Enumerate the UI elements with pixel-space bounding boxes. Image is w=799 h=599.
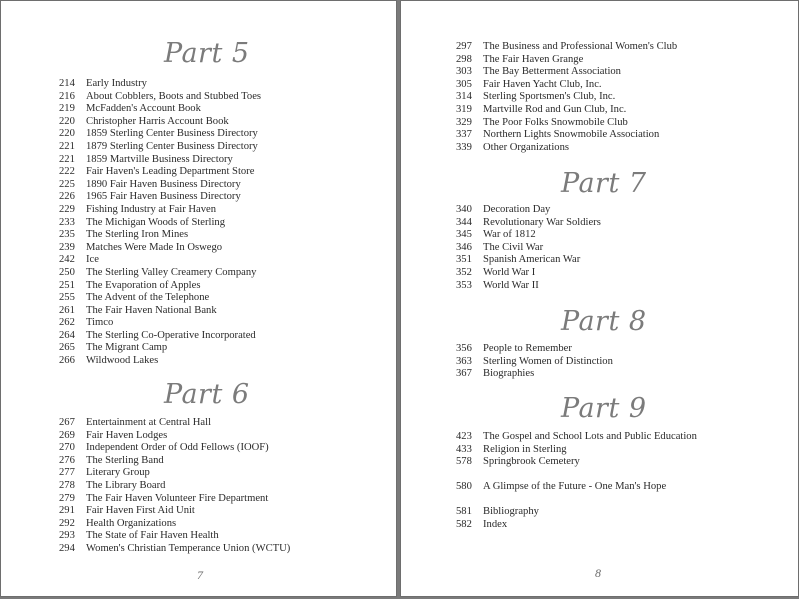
left-page [0, 0, 397, 597]
toc-entry [59, 141, 261, 154]
part-6-continued-list [456, 41, 677, 154]
toc-page-number: 297 [456, 41, 472, 52]
toc-entry [59, 242, 261, 255]
toc-chapter-title: Decoration Day [483, 204, 551, 215]
toc-entry [59, 179, 261, 192]
toc-entry [456, 519, 539, 532]
toc-entry [456, 229, 601, 242]
toc-entry [59, 430, 290, 443]
part-5-list [59, 78, 261, 368]
toc-chapter-title: Biographies [483, 368, 535, 380]
toc-entry [456, 267, 601, 280]
toc-chapter-title: The Sterling Iron Mines [86, 229, 189, 241]
toc-chapter-title: The State of Fair Haven Health [86, 530, 219, 542]
toc-page-number: 267 [59, 417, 75, 428]
toc-chapter-title: McFadden's Account Book [86, 103, 201, 115]
toc-entry [456, 54, 677, 67]
toc-chapter-title: Martville Rod and Gun Club, Inc. [483, 103, 627, 115]
toc-page-number: 298 [456, 53, 472, 65]
toc-entry [456, 254, 601, 267]
toc-entry [59, 78, 261, 91]
toc-chapter-title: Health Organizations [86, 517, 177, 529]
toc-entry [59, 217, 261, 230]
toc-chapter-title: A Glimpse of the Future - One Man's Hope [483, 481, 667, 492]
toc-entry [59, 280, 261, 293]
toc-entry [59, 204, 261, 217]
toc-chapter-title: Index [483, 518, 508, 530]
toc-chapter-title: The Michigan Woods of Sterling [86, 216, 226, 228]
toc-chapter-title: Matches Were Made In Oswego [86, 241, 223, 253]
toc-entry [456, 431, 697, 444]
toc-entry [59, 455, 290, 468]
toc-entry [59, 518, 290, 531]
toc-chapter-title: The Sterling Valley Creamery Company [86, 266, 257, 278]
toc-chapter-title: People to Remember [483, 343, 572, 354]
toc-page-number: 220 [59, 115, 75, 127]
toc-chapter-title: The Fair Haven National Bank [86, 304, 217, 316]
toc-chapter-title: The Migrant Camp [86, 342, 168, 354]
toc-entry [456, 91, 677, 104]
toc-page-number: 250 [59, 266, 75, 278]
toc-chapter-title: 1859 Martville Business Directory [86, 153, 233, 165]
toc-chapter-title: World War I [483, 266, 536, 278]
toc-chapter-title: Sterling Sportsmen's Club, Inc. [483, 91, 616, 103]
toc-entry [59, 305, 261, 318]
toc-page-number: 339 [456, 141, 472, 153]
toc-chapter-title: Early Industry [86, 78, 147, 89]
toc-page-number: 303 [456, 66, 472, 78]
toc-page-number: 242 [59, 254, 75, 266]
toc-page-number: 229 [59, 203, 75, 215]
toc-page-number: 340 [456, 204, 472, 215]
part-7-list [456, 204, 601, 292]
toc-chapter-title: Bibliography [483, 506, 539, 517]
toc-page-number: 251 [59, 279, 75, 291]
toc-entry [59, 467, 290, 480]
toc-chapter-title: The Poor Folks Snowmobile Club [483, 116, 628, 128]
toc-chapter-title: Sterling Women of Distinction [483, 355, 613, 367]
toc-entry [456, 280, 601, 293]
toc-entry [59, 530, 290, 543]
toc-page-number: 269 [59, 429, 75, 441]
toc-page-number: 265 [59, 342, 75, 354]
toc-entry [456, 343, 613, 356]
toc-page-number: 221 [59, 140, 75, 152]
toc-chapter-title: Religion in Sterling [483, 443, 567, 455]
toc-page-number: 353 [456, 279, 472, 291]
toc-entry [456, 66, 677, 79]
toc-entry [59, 191, 261, 204]
toc-entry [456, 117, 677, 130]
toc-page-number: 255 [59, 292, 75, 304]
toc-page-number: 292 [59, 517, 75, 529]
toc-page-number: 226 [59, 191, 75, 203]
toc-page-number: 277 [59, 467, 75, 479]
toc-entry [456, 356, 613, 369]
toc-chapter-title: War of 1812 [483, 229, 536, 241]
toc-chapter-title: The Evaporation of Apples [86, 279, 201, 291]
toc-chapter-title: World War II [483, 279, 539, 291]
toc-page-number: 344 [456, 216, 472, 228]
toc-entry [59, 254, 261, 267]
toc-chapter-title: The Civil War [483, 241, 544, 253]
toc-chapter-title: The Bay Betterment Association [483, 66, 621, 78]
toc-chapter-title: The Sterling Band [86, 454, 164, 466]
toc-entry [456, 41, 677, 54]
toc-chapter-title: Spanish American War [483, 254, 581, 266]
part-6-heading: Part 6 [164, 379, 250, 410]
toc-entry [59, 116, 261, 129]
toc-chapter-title: Fair Haven Lodges [86, 429, 168, 441]
toc-chapter-title: Fair Haven's Leading Department Store [86, 166, 255, 178]
toc-entry [59, 128, 261, 141]
toc-page-number: 235 [59, 229, 75, 241]
toc-chapter-title: 1965 Fair Haven Business Directory [86, 191, 241, 203]
toc-chapter-title: 1890 Fair Haven Business Directory [86, 178, 241, 190]
toc-chapter-title: The Fair Haven Volunteer Fire Department [86, 492, 269, 504]
toc-page-number: 581 [456, 506, 472, 517]
toc-chapter-title: The Advent of the Telephone [86, 292, 210, 304]
toc-chapter-title: The Sterling Co-Operative Incorporated [86, 329, 256, 341]
toc-entry [59, 355, 261, 368]
toc-chapter-title: The Library Board [86, 479, 166, 491]
toc-entry [456, 368, 613, 381]
toc-chapter-title: Other Organizations [483, 141, 570, 153]
toc-page-number: 221 [59, 153, 75, 165]
toc-chapter-title: Literary Group [86, 467, 150, 479]
toc-page-number: 233 [59, 216, 75, 228]
toc-chapter-title: Independent Order of Odd Fellows (IOOF) [86, 442, 269, 454]
toc-entry [456, 242, 601, 255]
toc-page-number: 262 [59, 317, 75, 329]
toc-chapter-title: The Fair Haven Grange [483, 53, 584, 65]
right-page [400, 0, 799, 597]
toc-page-number: 294 [59, 542, 75, 554]
toc-page-number: 264 [59, 329, 75, 341]
part-9-list-a [456, 431, 697, 469]
toc-entry [59, 342, 261, 355]
toc-page-number: 278 [59, 479, 75, 491]
toc-chapter-title: Wildwood Lakes [86, 355, 159, 367]
toc-entry [59, 91, 261, 104]
page-number-right: 8 [595, 566, 601, 580]
toc-entry [59, 543, 290, 556]
toc-entry [59, 480, 290, 493]
toc-chapter-title: 1879 Sterling Center Business Directory [86, 140, 258, 152]
toc-page-number: 352 [456, 266, 472, 278]
toc-page-number: 578 [456, 456, 472, 468]
part-7-heading: Part 7 [561, 168, 647, 199]
toc-chapter-title: Fair Haven Yacht Club, Inc. [483, 78, 602, 90]
toc-page-number: 329 [456, 116, 472, 128]
toc-page-number: 225 [59, 178, 75, 190]
toc-chapter-title: Fishing Industry at Fair Haven [86, 203, 217, 215]
toc-page-number: 346 [456, 241, 472, 253]
page-number-left: 7 [197, 568, 203, 582]
toc-chapter-title: Timco [86, 317, 114, 329]
toc-entry [456, 217, 601, 230]
part-6-list [59, 417, 290, 556]
toc-entry [59, 493, 290, 506]
toc-page-number: 337 [456, 129, 472, 141]
toc-entry [59, 229, 261, 242]
toc-page-number: 351 [456, 254, 472, 266]
toc-page-number: 220 [59, 128, 75, 140]
toc-chapter-title: Springbrook Cemetery [483, 456, 580, 468]
toc-entry [59, 330, 261, 343]
part-8-heading: Part 8 [561, 306, 647, 337]
toc-page-number: 363 [456, 355, 472, 367]
toc-page-number: 266 [59, 355, 75, 367]
toc-page-number: 293 [59, 530, 75, 542]
toc-page-number: 291 [59, 505, 75, 517]
toc-page-number: 356 [456, 343, 472, 354]
toc-chapter-title: Ice [86, 254, 99, 266]
toc-page-number: 314 [456, 91, 472, 103]
toc-chapter-title: About Cobblers, Boots and Stubbed Toes [86, 90, 262, 102]
toc-entry [59, 154, 261, 167]
toc-page-number: 270 [59, 442, 75, 454]
toc-chapter-title: Entertainment at Central Hall [86, 417, 212, 428]
part-8-list [456, 343, 613, 381]
toc-entry [456, 104, 677, 117]
part-5-heading: Part 5 [164, 38, 250, 69]
part-9-list-c [456, 506, 539, 531]
toc-entry [456, 506, 539, 519]
toc-entry [59, 292, 261, 305]
toc-page-number: 261 [59, 304, 75, 316]
toc-page-number: 423 [456, 431, 472, 442]
toc-page-number: 319 [456, 103, 472, 115]
toc-page-number: 214 [59, 78, 75, 89]
toc-page-number: 239 [59, 241, 75, 253]
toc-chapter-title: Christopher Harris Account Book [86, 115, 229, 127]
toc-entry [59, 103, 261, 116]
toc-entry [456, 444, 697, 457]
toc-page-number: 582 [456, 518, 472, 530]
toc-entry [456, 481, 666, 494]
toc-entry [59, 166, 261, 179]
toc-entry [456, 456, 697, 469]
toc-entry [59, 417, 290, 430]
toc-chapter-title: Revolutionary War Soldiers [483, 216, 601, 228]
toc-page-number: 276 [59, 454, 75, 466]
toc-page-number: 367 [456, 368, 472, 380]
toc-entry [59, 317, 261, 330]
toc-page-number: 279 [59, 492, 75, 504]
toc-entry [456, 142, 677, 155]
toc-entry [59, 267, 261, 280]
toc-page-number: 305 [456, 78, 472, 90]
toc-entry [456, 129, 677, 142]
toc-page-number: 219 [59, 103, 75, 115]
toc-entry [59, 442, 290, 455]
part-9-list-b [456, 481, 666, 494]
toc-page-number: 216 [59, 90, 75, 102]
toc-page-number: 345 [456, 229, 472, 241]
part-9-heading: Part 9 [561, 393, 647, 424]
toc-chapter-title: Women's Christian Temperance Union (WCTU) [86, 542, 291, 554]
toc-chapter-title: The Gospel and School Lots and Public Education [483, 431, 697, 442]
toc-entry [456, 79, 677, 92]
toc-chapter-title: The Business and Professional Women's Club [483, 41, 678, 52]
toc-entry [59, 505, 290, 518]
toc-entry [456, 204, 601, 217]
toc-chapter-title: Fair Haven First Aid Unit [86, 505, 195, 517]
toc-chapter-title: Northern Lights Snowmobile Association [483, 129, 660, 141]
toc-chapter-title: 1859 Sterling Center Business Directory [86, 128, 258, 140]
toc-page-number: 222 [59, 166, 75, 178]
toc-page-number: 433 [456, 443, 472, 455]
toc-page-number: 580 [456, 481, 472, 492]
